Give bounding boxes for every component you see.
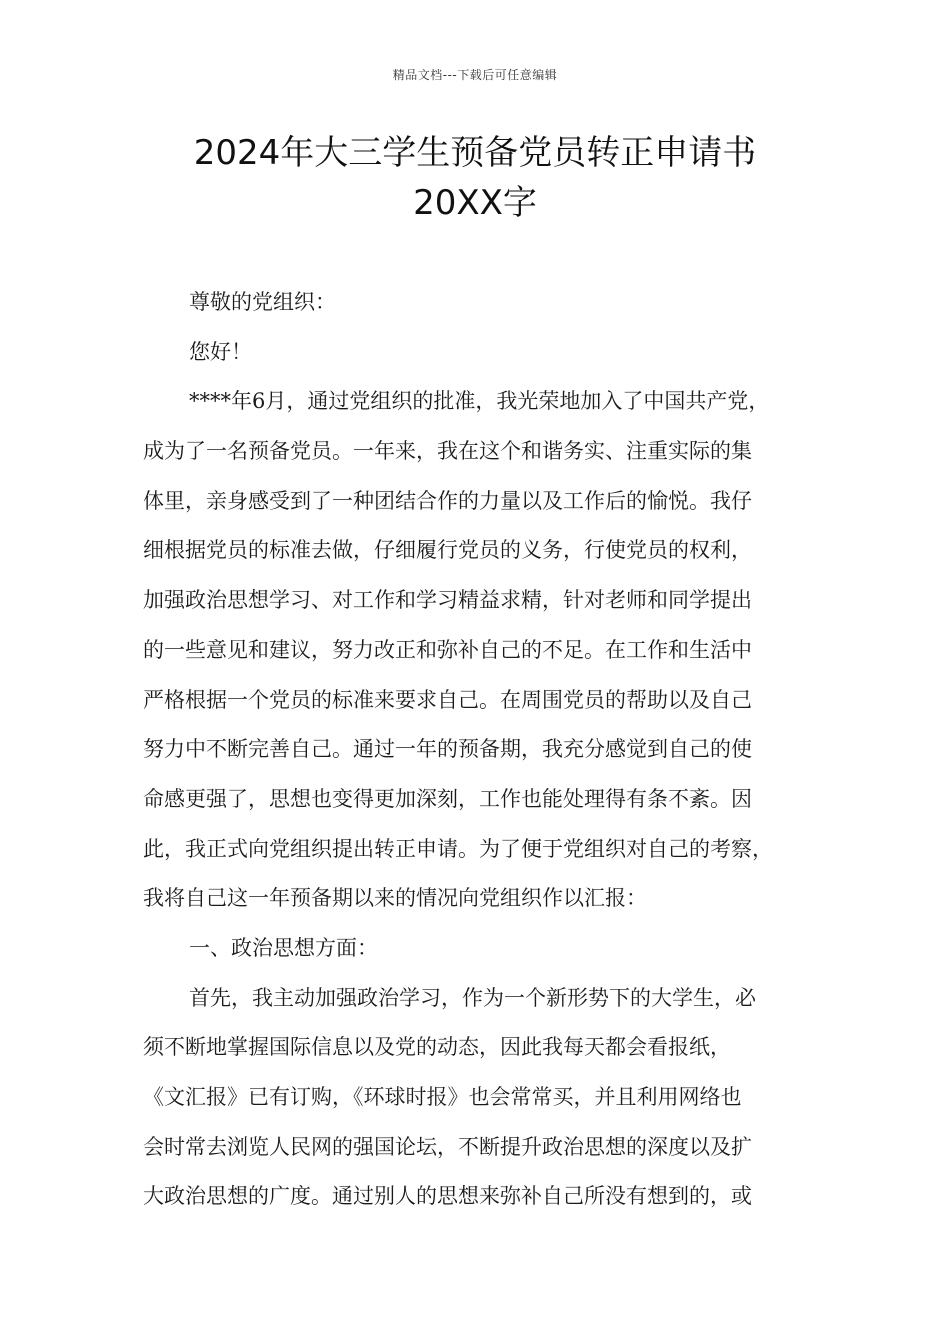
paragraph-line: 细根据党员的标准去做，仔细履行党员的义务，行使党员的权利， — [143, 538, 752, 563]
paragraph-line: 须不断地掌握国际信息以及党的动态，因此我每天都会看报纸， — [143, 1035, 731, 1060]
paragraph-line: 严格根据一个党员的标准来要求自己。在周围党员的帮助以及自己 — [143, 687, 752, 712]
paragraph-line: 我将自己这一年预备期以来的情况向党组织作以汇报： — [143, 886, 647, 911]
document-title — [0, 128, 950, 228]
paragraph-line: 大政治思想的广度。通过别人的思想来弥补自己所没有想到的，或 — [143, 1184, 752, 1209]
page-header-note: 精品文档---下载后可任意编辑 — [392, 68, 558, 82]
paragraph-line: ****年6月，通过党组织的批准，我光荣地加入了中国共产党， — [189, 389, 770, 414]
paragraph-line: 的一些意见和建议，努力改正和弥补自己的不足。在工作和生活中 — [143, 637, 752, 662]
paragraph-line: 会时常去浏览人民网的强国论坛，不断提升政治思想的深度以及扩 — [143, 1134, 752, 1159]
salutation: 尊敬的党组织： — [189, 290, 336, 314]
title-line-2: 20XX字 — [413, 183, 537, 223]
section-heading: 一、政治思想方面： — [189, 935, 378, 960]
paragraph-line: 成为了一名预备党员。一年来，我在这个和谐务实、注重实际的集 — [143, 439, 752, 464]
paragraph-line: 《文汇报》已有订购，《环球时报》也会常常买，并且利用网络也 — [143, 1085, 742, 1109]
paragraph-line: 体里，亲身感受到了一种团结合作的力量以及工作后的愉悦。我仔 — [143, 488, 752, 513]
greeting: 您好！ — [189, 339, 252, 364]
paragraph-line: 首先，我主动加强政治学习，作为一个新形势下的大学生，必 — [189, 985, 756, 1010]
paragraph-line: 此，我正式向党组织提出转正申请。为了便于党组织对自己的考察， — [143, 836, 773, 861]
paragraph-line: 命感更强了，思想也变得更加深刻，工作也能处理得有条不紊。因 — [143, 786, 752, 811]
title-line-1: 2024年大三学生预备党员转正申请书 — [193, 133, 757, 173]
paragraph-line: 努力中不断完善自己。通过一年的预备期，我充分感觉到自己的使 — [143, 737, 752, 762]
paragraph-line: 加强政治思想学习、对工作和学习精益求精，针对老师和同学提出 — [143, 588, 752, 613]
letter-body — [143, 278, 811, 1222]
